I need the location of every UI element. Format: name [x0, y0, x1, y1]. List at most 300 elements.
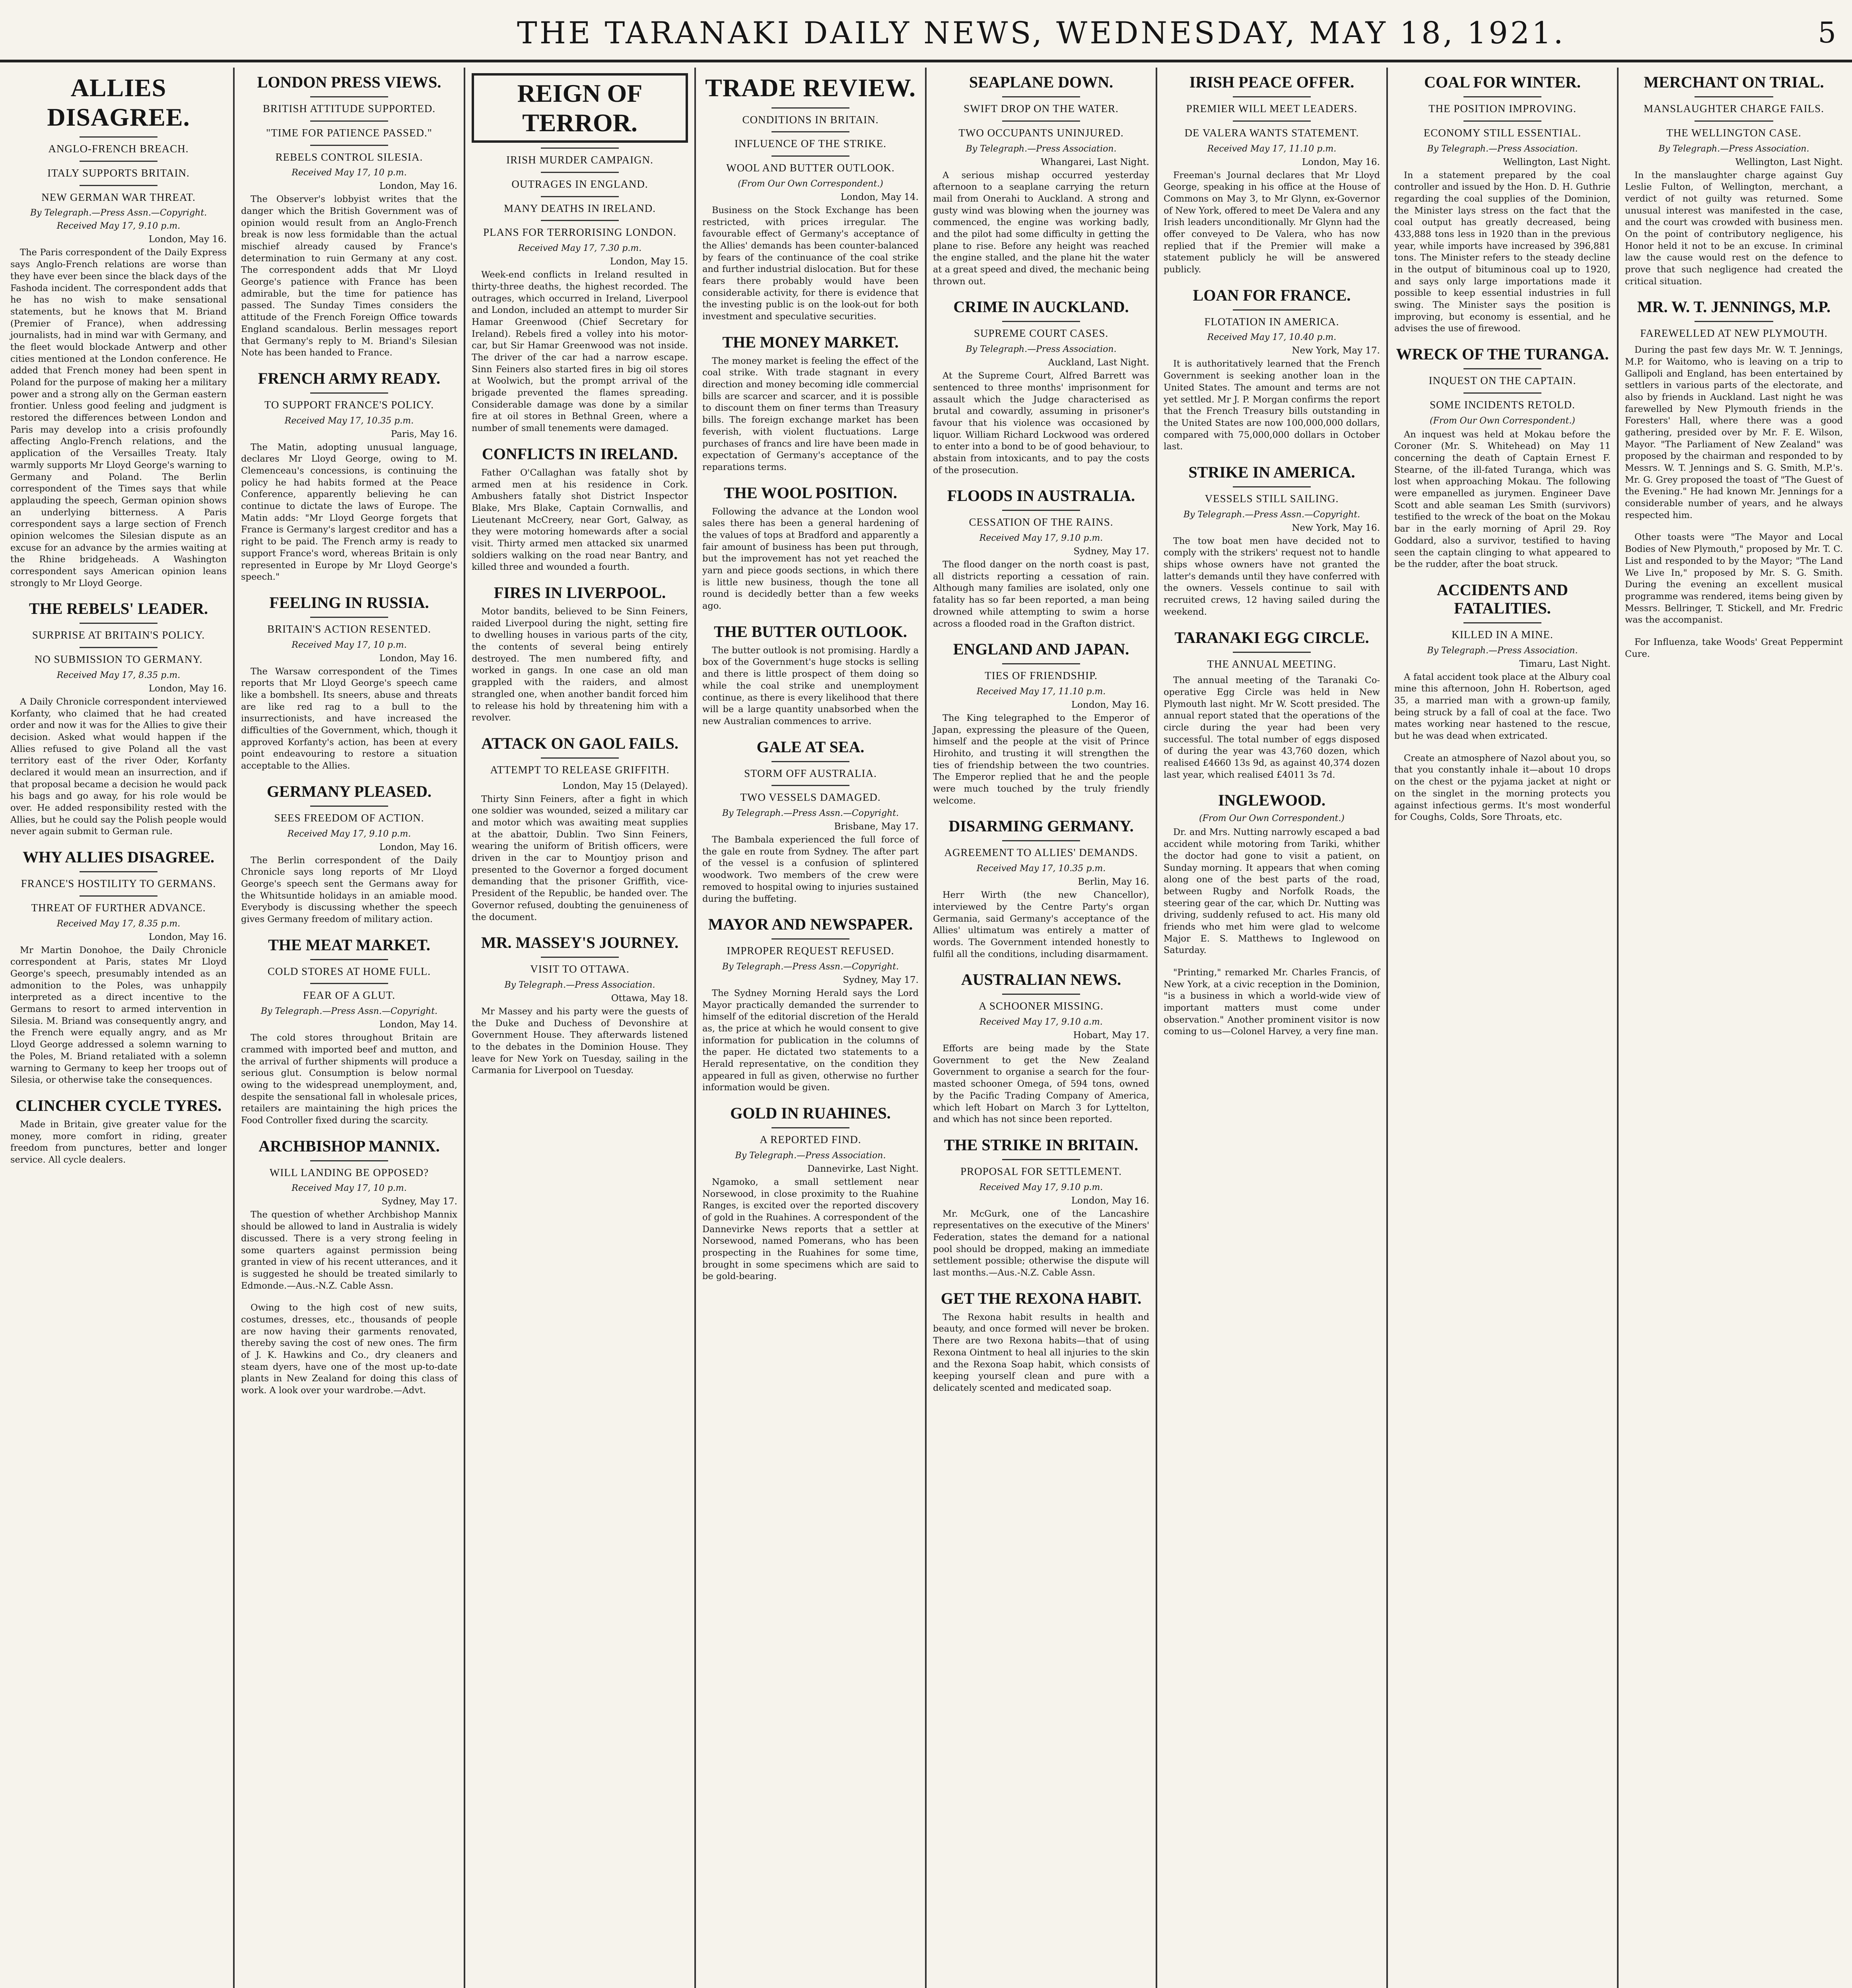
- article-dateline: New York, May 17.: [1292, 346, 1380, 356]
- article-dateline: Sydney, May 17.: [1073, 546, 1149, 557]
- article-dateline: London, May 16.: [379, 653, 457, 664]
- article-headline: LONDON PRESS VIEWS.: [257, 73, 441, 91]
- article-body: The Berlin correspondent of the Daily Chronicle says long reports of Mr Lloyd George's speech sent the Germans away for the Whitsuntide holidays in an amiable mood. Everybody is discussing whether the speech gives Germany freedom of military action.: [241, 855, 457, 924]
- article-subhead: PROPOSAL FOR SETTLEMENT.: [960, 1165, 1122, 1177]
- article-received: By Telegraph.—Press Association.: [966, 344, 1117, 355]
- article-headline: LOAN FOR FRANCE.: [1193, 286, 1351, 304]
- article-subhead: NO SUBMISSION TO GERMANY.: [34, 653, 203, 666]
- article: [702, 915, 919, 1094]
- article-headline: THE MONEY MARKET.: [722, 333, 899, 351]
- article-headline: AUSTRALIAN NEWS.: [961, 971, 1121, 989]
- column-8: [1619, 68, 1849, 1988]
- article-subhead: SUPREME COURT CASES.: [974, 327, 1109, 340]
- article-body: The Bambala experienced the full force of the gale en route from Sydney. The after part of the vessel is a confusion of splintered woodwork. Two members of the crew were removed to hospital owing to injuries sustained during the buffeting.: [702, 835, 919, 904]
- article-body: At the Supreme Court, Alfred Barrett was sentenced to three months' imprisonment for assault which the Judge characterised as brutal and cowardly, assuming in prisoner's favour that his violence was occasioned by liquor. William Richard Lockwood was ordered to enter into a bond to be of good behaviour, to abstain from intoxicants, and to pay the costs of the prosecution.: [933, 371, 1149, 476]
- article-subhead: DE VALERA WANTS STATEMENT.: [1184, 126, 1359, 139]
- article-subhead: ECONOMY STILL ESSENTIAL.: [1423, 126, 1582, 139]
- article-headline: MR. MASSEY'S JOURNEY.: [481, 934, 679, 952]
- divider-rule: [1002, 96, 1080, 97]
- article: [1164, 629, 1380, 781]
- article-body: Create an atmosphere of Nazol about you, so that you constantly inhale it—about 10 drops on the chest or the pyjama jacket at night or on the singlet in the morning protects you against infectious germs. It's most wonderful for Coughs, Colds, Sore Throats, etc.: [1394, 753, 1611, 823]
- article-headline: SEAPLANE DOWN.: [969, 73, 1114, 91]
- article-headline: FIRES IN LIVERPOOL.: [494, 584, 666, 602]
- article-body: It is authoritatively learned that the French Government is seeking another loan in the United States. The amount and terms are not yet settled. Mr J. P. Morgan confirms the report that the French Treasury bills outstanding in the United States are now 100,000,000 dollars, compared with 75,000,000 dollars in October last.: [1164, 359, 1380, 452]
- article-headline: GOLD IN RUAHINES.: [730, 1104, 891, 1122]
- divider-rule: [1002, 663, 1080, 664]
- article-subhead: BRITISH ATTITUDE SUPPORTED.: [262, 103, 436, 115]
- divider-rule: [1463, 368, 1541, 369]
- article-dateline: Brisbane, May 17.: [834, 821, 919, 832]
- article-body: Owing to the high cost of new suits, costumes, dresses, etc., thousands of people are now having their garments renovated, thereby saving the cost of new ones. The firm of J. K. Hawkins and Co., dry cleaners and steam dyers, have one of the most up-to-date plants in New Zealand for doing this class of work. A look over your wardrobe.—Advt.: [241, 1303, 457, 1396]
- article-received: Received May 17, 10 p.m.: [292, 640, 407, 650]
- article-dateline: London, May 16.: [379, 181, 457, 192]
- article-dateline: London, May 16.: [1071, 1195, 1149, 1206]
- article-received: Received May 17, 8.35 p.m.: [56, 918, 181, 929]
- article-body: Motor bandits, believed to be Sinn Feiners, raided Liverpool during the night, setting fire to dwelling houses in various parts of the city, the contents of several being entirely destroyed. The men numbered fifty, and worked in gangs. In one case an old man grappled with the raiders, and almost strangled one, when another bandit forced him to release his hold by threatening him with a revolver.: [472, 606, 688, 723]
- article-dateline: New York, May 16.: [1292, 522, 1380, 533]
- article-headline: THE WOOL POSITION.: [723, 483, 898, 502]
- article: [241, 936, 457, 1127]
- divider-rule: [310, 392, 388, 394]
- article-subhead: A SCHOONER MISSING.: [979, 1000, 1104, 1012]
- article-subhead: SURPRISE AT BRITAIN'S POLICY.: [32, 629, 205, 641]
- divider-rule: [772, 131, 849, 132]
- divider-rule: [310, 1160, 388, 1161]
- article-subhead: FAREWELLED AT NEW PLYMOUTH.: [1640, 327, 1828, 340]
- article: [10, 600, 227, 838]
- article: [702, 1104, 919, 1283]
- article-headline: MR. W. T. JENNINGS, M.P.: [1637, 298, 1831, 316]
- article-body: For Influenza, take Woods' Great Peppermint Cure.: [1625, 637, 1843, 659]
- article-received: Received May 17, 10 p.m.: [292, 1183, 407, 1194]
- article-dateline: Berlin, May 16.: [1078, 877, 1149, 887]
- article-received: Received May 17, 10.35 p.m.: [284, 415, 414, 426]
- article-subhead: FLOTATION IN AMERICA.: [1204, 315, 1339, 328]
- article-received: By Telegraph.—Press Association.: [1427, 144, 1578, 154]
- article-subhead: NEW GERMAN WAR THREAT.: [41, 191, 196, 203]
- divider-rule: [772, 155, 849, 157]
- column-6: [1157, 68, 1388, 1988]
- divider-rule: [772, 761, 849, 762]
- article-received: (From Our Own Correspondent.): [1430, 415, 1575, 426]
- article-headline: FEELING IN RUSSIA.: [269, 593, 429, 612]
- article-dateline: Sydney, May 17.: [843, 975, 919, 985]
- article-body: Herr Wirth (the new Chancellor), interviewed by the Centre Party's organ Germania, said Germany's acceptance of the Allies' ultimatum was entirely a matter of words. The Government intended honestly to fulfil all the conditions, including disarmament.: [933, 890, 1149, 959]
- article-subhead: THE WELLINGTON CASE.: [1666, 126, 1801, 139]
- article: [472, 734, 688, 923]
- article-body: The butter outlook is not promising. Hardly a box of the Government's huge stocks is selling and there is little prospect of them doing so while the coal strike and unemployment continue, as there is every likelihood that there will be a large quantity unabsorbed when the new Australian commences to arrive.: [702, 645, 919, 726]
- article: [1625, 637, 1843, 660]
- divider-rule: [80, 647, 157, 648]
- article: [933, 817, 1149, 960]
- article-body: Freeman's Journal declares that Mr Lloyd George, speaking in his office at the House of Commons on May 3, to Mr Glynn, ex-Governor of New York, offered to meet De Valera and any Irish leaders unconditionally. Mr Glynn had the offer conveyed to De Valera, who has now replied that if the Premier will make a statement publicly he will be answered publicly.: [1164, 170, 1380, 275]
- article-received: Received May 17, 10.35 p.m.: [976, 864, 1106, 874]
- article-received: By Telegraph.—Press Assn.—Copyright.: [722, 961, 899, 972]
- article: [1164, 791, 1380, 957]
- article: [1164, 967, 1380, 1038]
- article-headline: FRENCH ARMY READY.: [258, 369, 441, 387]
- article-dateline: London, May 14.: [379, 1019, 457, 1030]
- article-body: The King telegraphed to the Emperor of Japan, expressing the pleasure of the Queen, himself and the people at the visit of Prince Hirohito, and trusting it will strengthen the ties of friendship between the two countries. The Emperor replied that he and the people were much touched by the truly friendly welcome.: [933, 712, 1149, 806]
- article-dateline: Paris, May 16.: [391, 429, 457, 439]
- article: [1394, 753, 1611, 823]
- article-dateline: London, May 16.: [148, 234, 227, 245]
- masthead: [0, 0, 1852, 62]
- article-dateline: London, May 16.: [1302, 157, 1380, 167]
- divider-rule: [1463, 392, 1541, 394]
- divider-rule: [541, 172, 619, 173]
- article-dateline: Auckland, Last Night.: [1048, 357, 1149, 368]
- article-headline: STRIKE IN AMERICA.: [1188, 463, 1355, 481]
- article-subhead: VISIT TO OTTAWA.: [530, 963, 630, 975]
- article: [933, 1289, 1149, 1394]
- article-body: The flood danger on the north coast is past, all districts reporting a cessation of rain. Although many families are isolated, only one fatality has so far been reported, a man being drowned while attempting to swim a horse across a flooded road in the Grafton district.: [933, 559, 1149, 629]
- article: [933, 73, 1149, 287]
- article-headline: GET THE REXONA HABIT.: [941, 1289, 1142, 1307]
- article-subhead: IMPROPER REQUEST REFUSED.: [727, 945, 894, 957]
- article-subhead: ATTEMPT TO RELEASE GRIFFITH.: [490, 763, 670, 776]
- article-received: Received May 17, 10 p.m.: [292, 168, 407, 178]
- divider-rule: [1002, 321, 1080, 322]
- article: [472, 445, 688, 573]
- divider-rule: [1233, 652, 1311, 653]
- article-body: In the manslaughter charge against Guy Leslie Fulton, of Wellington, merchant, a verdict of not guilty was returned. Some unusual interest was manifested in the case, and the court was crowded with business men. On the point of contributory negligence, his Honor held it not to be an excuse. In criminal law the cause would rest on the defence to prove that such negligence had created the critical situation.: [1625, 170, 1843, 287]
- article-body: A serious mishap occurred yesterday afternoon to a seaplane carrying the return mail from Onerahi to Auckland. A strong and gusty wind was blowing when the journey was commenced, the engine was working badly, and the pilot had some difficulty in getting the plane to rise. Before any height was reached the engine stalled, and the plane hit the water at a great speed and dived, the mechanic being thrown out.: [933, 170, 1149, 287]
- article-subhead: SWIFT DROP ON THE WATER.: [964, 103, 1119, 115]
- divider-rule: [1002, 1159, 1080, 1160]
- article-body: The Sydney Morning Herald says the Lord Mayor practically demanded the surrender to himself of the editorial discretion of the Herald as, the price at which he would consent to give information for publication in the columns of the paper. He dictated two statements to a Herald representative, on the condition they appeared in full as given, otherwise no further information would be given.: [702, 988, 919, 1093]
- divider-rule: [772, 785, 849, 786]
- article-received: (From Our Own Correspondent.): [738, 179, 883, 189]
- article-headline: THE MEAT MARKET.: [268, 936, 430, 954]
- divider-rule: [1002, 120, 1080, 122]
- article-received: By Telegraph.—Press Association.: [735, 1150, 886, 1161]
- article: [241, 594, 457, 772]
- article-body: The tow boat men have decided not to comply with the strikers' request not to handle ships whose owners have not granted the latter's demands until they have conferred with the owners. Vessels continue to sail with recruited crews, 12 having sailed during the weekend.: [1164, 536, 1380, 617]
- article-headline: THE BUTTER OUTLOOK.: [714, 622, 907, 641]
- article-received: Received May 17, 9.10 p.m.: [56, 221, 181, 231]
- article: [1164, 286, 1380, 453]
- column-3: [465, 68, 696, 1988]
- article: [1625, 532, 1843, 626]
- divider-rule: [772, 1127, 849, 1128]
- article-byline: By Telegraph.—Press Assn.—Copyright.: [30, 208, 207, 218]
- article-body: The Observer's lobbyist writes that the danger which the British Government was of opinion would result from an Anglo-French break is now less formidable than the actual mischief already caused by France's determination to ruin Germany at any cost. The correspondent adds that Mr Lloyd George's patience with France has been admirable, but the time for patience has passed. The Sunday Times considers the attitude of the French Foreign Office towards England scandalous. Berlin messages report that Germany's reply to M. Briand's Silesian Note has been handed to France.: [241, 194, 457, 358]
- article-subhead: VESSELS STILL SAILING.: [1205, 492, 1339, 505]
- article-headline: TRADE REVIEW.: [705, 74, 916, 102]
- article-dateline: Wellington, Last Night.: [1503, 157, 1611, 167]
- article-headline: GALE AT SEA.: [756, 738, 865, 756]
- article-received: By Telegraph.—Press Association.: [1427, 645, 1578, 656]
- article-body: Mr. McGurk, one of the Lancashire representatives on the executive of the Miners' Federation, states the demand for a national pool should be dropped, making an immediate settlement possible; otherwise the dispute will last months.—Aus.-N.Z. Cable Assn.: [933, 1208, 1149, 1278]
- article-subhead: COLD STORES AT HOME FULL.: [267, 965, 431, 977]
- divider-rule: [310, 983, 388, 984]
- article: [1394, 345, 1611, 571]
- article-headline: WRECK OF THE TURANGA.: [1396, 345, 1609, 363]
- article-received: By Telegraph.—Press Assn.—Copyright.: [260, 1006, 438, 1017]
- article-headline: THE REBELS' LEADER.: [29, 600, 208, 618]
- article: [10, 848, 227, 1086]
- article: [702, 484, 919, 612]
- article-body: The Matin, adopting unusual language, declares Mr Lloyd George, owing to M. Clemenceau's concessions, is continuing the policy he had habits formed at the Peace Conference, apparently believing he can continue to dictate the laws of Europe. The Matin adds: "Mr Lloyd George forgets that France is Germany's largest creditor and has a right to be paid. The French army is ready to support France's word, whereas Britain is only represented in Europe by Mr Lloyd George's speech.": [241, 442, 457, 582]
- article-subhead: CONDITIONS IN BRITAIN.: [742, 113, 879, 126]
- divider-rule: [310, 145, 388, 146]
- article: [933, 298, 1149, 476]
- article-headline: THE STRIKE IN BRITAIN.: [944, 1136, 1139, 1154]
- article-body: Thirty Sinn Feiners, after a fight in which one soldier was wounded, seized a military car and motor which was awaiting meat supplies at the abattoir, Dublin. Two Sinn Feiners, wearing the uniform of British officers, were driven in the car to Mountjoy prison and presented to the Governor a forged document demanding that the prisoner Griffith, vice-President of the Republic, be handed over. The Governor refused, doubting the genuineness of the document.: [472, 794, 688, 922]
- article-subhead: FEAR OF A GLUT.: [303, 989, 396, 1002]
- article-body: The cold stores throughout Britain are crammed with imported beef and mutton, and the arrival of further shipments will produce a serious glut. Consumption is below normal owing to the widespread unemployment, and, despite the sensational fall in wholesale prices, retailers are maintaining the high prices the Food Controller fixed during the scarcity.: [241, 1033, 457, 1126]
- article-body: Mr Martin Donohoe, the Daily Chronicle correspondent at Paris, states Mr Lloyd George's speech, presumably intended as an admonition to the Poles, was unhappily interpreted as a direct incentive to the Germans to resort to armed intervention in Silesia. M. Briand was consequently angry, and the French were equally angry, and as Mr Lloyd George addressed a solemn warning to the Poles, M. Briand retaliated with a solemn warning to Germany to keep her troops out of Silesia, or otherwise take the consequences.: [10, 945, 227, 1085]
- article-headline: ARCHBISHOP MANNIX.: [258, 1137, 440, 1155]
- article: [933, 487, 1149, 630]
- article-subhead: A REPORTED FIND.: [760, 1134, 861, 1146]
- article: [702, 738, 919, 905]
- article: [702, 73, 919, 323]
- columns-container: [4, 68, 1849, 1988]
- divider-rule: [310, 617, 388, 618]
- article-headline: INGLEWOOD.: [1218, 791, 1326, 810]
- article: [1394, 73, 1611, 335]
- article: [1625, 298, 1843, 521]
- article-dateline: Wellington, Last Night.: [1735, 157, 1843, 167]
- article-subhead: WOOL AND BUTTER OUTLOOK.: [726, 162, 895, 174]
- article-received: By Telegraph.—Press Association.: [966, 144, 1117, 154]
- article-headline: GERMANY PLEASED.: [266, 782, 432, 800]
- article-subhead: TIES OF FRIENDSHIP.: [985, 670, 1098, 682]
- article-body: Dr. and Mrs. Nutting narrowly escaped a bad accident while motoring from Tariki, whither the doctor had gone to visit a patient, on Sunday morning. It appears that when coming along one of the best parts of the road, between Rugby and Norfolk Roads, the steering gear of the car, which Dr. Nutting was driving, suddenly refused to act. His many old friends who met him were glad to welcome Major E. S. Matthews to Inglewood on Saturday.: [1164, 827, 1380, 956]
- article-subhead: THE ANNUAL MEETING.: [1207, 658, 1337, 670]
- divider-rule: [310, 806, 388, 807]
- article: [1164, 73, 1380, 276]
- article-dateline: London, May 16.: [1071, 699, 1149, 710]
- article-headline: TARANAKI EGG CIRCLE.: [1174, 628, 1369, 646]
- article-dateline: London, May 16.: [379, 842, 457, 852]
- article: [933, 1136, 1149, 1279]
- article: [702, 333, 919, 474]
- article-subhead: TO SUPPORT FRANCE'S POLICY.: [264, 398, 434, 411]
- article: [472, 934, 688, 1077]
- divider-rule: [80, 895, 157, 897]
- article-dateline: Dannevirke, Last Night.: [807, 1163, 919, 1174]
- article-body: In a statement prepared by the coal controller and issued by the Hon. D. H. Guthrie regarding the coal supplies of the Dominion, the Minister lays stress on the fact that the coal output has greatly decreased, being 433,888 tons less in 1920 than in the previous year, while imports have increased by 396,881 tons. The Minister refers to the steady decline in the output of bituminous coal up to 1920, and says only large importations made it possible to keep essential industries in full swing. The Minister says the position is improving, but economy is essential, and he advises the use of firewood.: [1394, 170, 1611, 334]
- article-subhead: MANY DEATHS IN IRELAND.: [504, 202, 656, 214]
- divider-rule: [1002, 510, 1080, 511]
- article-subhead: MANSLAUGHTER CHARGE FAILS.: [1644, 103, 1824, 115]
- divider-rule: [80, 185, 157, 186]
- article: [472, 584, 688, 724]
- article-subhead: PLANS FOR TERRORISING LONDON.: [483, 226, 677, 239]
- article-headline: WHY ALLIES DISAGREE.: [23, 848, 214, 866]
- article-body: Mr Massey and his party were the guests of the Duke and Duchess of Devonshire at Government House. They afterwards listened to the debates in the Dominion House. They leave for New York on Tuesday, sailing in the Carmania for Liverpool on Tuesday.: [472, 1006, 688, 1076]
- divider-rule: [772, 107, 849, 109]
- divider-rule: [541, 220, 619, 221]
- article-subhead: KILLED IN A MINE.: [1452, 628, 1553, 641]
- article-headline: ATTACK ON GAOL FAILS.: [481, 734, 678, 752]
- divider-rule: [310, 120, 388, 122]
- article: [1394, 581, 1611, 742]
- divider-rule: [80, 871, 157, 872]
- divider-rule: [541, 957, 619, 958]
- article-headline: MAYOR AND NEWSPAPER.: [708, 915, 913, 934]
- article-subhead: THREAT OF FURTHER ADVANCE.: [31, 901, 206, 914]
- divider-rule: [1002, 994, 1080, 995]
- divider-rule: [1233, 309, 1311, 311]
- divider-rule: [1233, 96, 1311, 97]
- article-body: Father O'Callaghan was fatally shot by armed men at his residence in Cork. Ambushers fatally shot District Inspector Blake, Mrs Blake, Captain Cornwallis, and Lieutenant McCreery, near Gort, Galway, as they were motoring homewards after a social visit. Thirty armed men attacked six unarmed soldiers walking on the road near Bantry, and killed three and wounded a fourth.: [472, 467, 688, 573]
- article-headline: IRISH PEACE OFFER.: [1189, 73, 1355, 91]
- article-body: Other toasts were "The Mayor and Local Bodies of New Plymouth," proposed by Mr. T. C. List and responded to by the Mayor; "The Land We Live In," proposed by Mr. S. G. Smith. During the evening an excellent musical programme was rendered, items being given by Messrs. Bellringer, T. Stickell, and Mr. Fredric was the accompanist.: [1625, 532, 1843, 625]
- divider-rule: [310, 959, 388, 960]
- article-received: Received May 17, 11.10 p.m.: [1207, 144, 1337, 154]
- article-subhead: OUTRAGES IN ENGLAND.: [511, 178, 648, 190]
- divider-rule: [1463, 120, 1541, 122]
- article-dateline: London, May 14.: [840, 192, 919, 202]
- article-subhead: CESSATION OF THE RAINS.: [969, 516, 1114, 528]
- article-subhead: SOME INCIDENTS RETOLD.: [1430, 398, 1575, 411]
- article-body: The annual meeting of the Taranaki Co-operative Egg Circle was held in New Plymouth last night. Mr W. Scott presided. The annual report stated that the operations of the circle during the year had been very successful. The total number of eggs disposed of during the year was 43,760 dozen, which realised £4660 13s 9d, as against 40,374 dozen last year, which realised £4011 3s 7d.: [1164, 675, 1380, 780]
- article-received: Received May 17, 8.35 p.m.: [56, 670, 181, 680]
- article-subhead: ANGLO-FRENCH BREACH.: [48, 143, 189, 155]
- article-headline: DISARMING GERMANY.: [948, 817, 1134, 835]
- article-dateline: London, May 15.: [610, 256, 688, 267]
- article: [1164, 463, 1380, 618]
- article-body: Business on the Stock Exchange has been restricted, with prices irregular. The favourable effect of Germany's acceptance of the Allies' demands has been counter-balanced by fears of the continuance of the coal strike and further industrial dislocation. But for these fears there probably would have been considerable activity, for there is evidence that the investing public is on the look-out for both investment and speculative securities.: [702, 205, 919, 322]
- article-body: The Warsaw correspondent of the Times reports that Mr Lloyd George's speech came like a bombshell. Its sneers, abuse and threats are like red rag to a bull to the insurrectionists, and have increased the difficulties of the Government, which, though it approved Korfanty's action, has been at every point endeavouring to restore a situation acceptable to the Allies.: [241, 666, 457, 771]
- article: [241, 369, 457, 583]
- article-subhead: THE POSITION IMPROVING.: [1428, 103, 1576, 115]
- article-headline: MERCHANT ON TRIAL.: [1644, 73, 1824, 91]
- article-body: "Printing," remarked Mr. Charles Francis, of New York, at a civic reception in the Dominion, "is a business in which a world-wide view of important matters must come under observation." Another prominent visitor is now coming to us—Colonel Harvey, a very fine man.: [1164, 967, 1380, 1037]
- article-received: Received May 17, 7.30 p.m.: [518, 243, 642, 254]
- column-1: [4, 68, 235, 1988]
- article-body: A fatal accident took place at the Albury coal mine this afternoon, John H. Robertson, aged 35, a married man with a grown-up family, being struck by a fall of coal at the face. Two mates working near hastened to the rescue, but he was dead when extricated.: [1394, 672, 1611, 742]
- article-subhead: "TIME FOR PATIENCE PASSED.": [266, 126, 432, 139]
- article-subhead: AGREEMENT TO ALLIES' DEMANDS.: [944, 846, 1138, 859]
- article-dateline: London, May 16.: [148, 932, 227, 942]
- article: [241, 782, 457, 926]
- article-headline: FLOODS IN AUSTRALIA.: [947, 487, 1135, 505]
- article-dateline: Ottawa, May 18.: [611, 993, 688, 1004]
- article-body: Made in Britain, give greater value for the money, more comfort in riding, greater freedom from punctures, better and longer service. All cycle dealers.: [10, 1119, 227, 1165]
- article: [933, 971, 1149, 1126]
- divider-rule: [541, 148, 619, 149]
- article-headline: ACCIDENTS AND FATALITIES.: [1436, 580, 1568, 617]
- divider-rule: [1233, 120, 1311, 122]
- divider-rule: [1695, 96, 1773, 97]
- article-body: An inquest was held at Mokau before the Coroner (Mr. S. Whitehead) on May 11 concerning the death of Captain Ernest F. Stearne, of the ill-fated Turanga, which was lost when approaching Mokau. The following were empanelled as jurymen. Engineer Dave Scott and able seaman Les Smith (survivors) testified to the wreck of the boat on the Mokau bar in the early morning of April 29. Roy Goddard, also a survivor, testified to having seen the captain clinging to what appeared to be the rudder, after the boat struck.: [1394, 429, 1611, 570]
- article-headline: ENGLAND AND JAPAN.: [953, 640, 1129, 658]
- article-body: The question of whether Archbishop Mannix should be allowed to land in Australia is widely discussed. There is a very strong feeling in some quarters against permission being granted in view of his recent utterances, and it is suggested he should be treated similarly to Edmonde.—Aus.-N.Z. Cable Assn.: [241, 1209, 457, 1291]
- article-body: A Daily Chronicle correspondent interviewed Korfanty, who claimed that he had created order and now it was for the Allies to give their decision. Asked what would happen if the Allies refused to give Poland all the vast territory east of the river Oder, Korfanty declared it would mean an insurrection, and if that proposal became a decision he would pack his bags and go away, for his role would be over. He added responsibility rested with the Allies, but he could say the Polish people would never again submit to German rule.: [10, 696, 227, 837]
- column-5: [927, 68, 1157, 1988]
- article-subhead: STORM OFF AUSTRALIA.: [744, 767, 877, 779]
- article-received: Received May 17, 9.10 p.m.: [979, 533, 1103, 544]
- article-body: Efforts are being made by the State Government to get the New Zealand Government to organise a search for the four-masted schooner Omega, of 594 tons, owned by the Pacific Trading Company of America, which left Hobart on March 3 for Lyttelton, and which has not since been reported.: [933, 1043, 1149, 1125]
- article-subhead: REBELS CONTROL SILESIA.: [275, 151, 423, 163]
- article-subhead: IRISH MURDER CAMPAIGN.: [506, 154, 653, 166]
- article-received: Received May 17, 9.10 p.m.: [287, 829, 411, 839]
- article-subhead: TWO OCCUPANTS UNINJURED.: [958, 126, 1124, 139]
- article: [241, 1137, 457, 1292]
- article-body: The Paris correspondent of the Daily Express says Anglo-French relations are worse than they have ever been since the black days of the Fashoda incident. The correspondent adds that he has no wish to make sensational statements, but he knows that M. Briand (Premier of France), when addressing journalists, had in mind war with Germany, and the fleet would blockade Antwerp and other cities mentioned at the London conference. He added that French money had been spent in Poland for the purpose of making her a military power and a strong ally on the German eastern frontier. Unless good feeling and judgment is restored the differences between London and Paris may develop into a crisis profoundly affecting Anglo-French relations, and the application of the Versailles Treaty. Italy warmly supports Mr Lloyd George's warning to Germany and Poland. The Berlin correspondent of the Times says that while applauding the speech, German opinion shows an underlying bitterness. A Paris correspondent says a large section of French opinion welcomes the Silesian dispute as an excuse for an advance by the armies waiting at the Rhine bridgeheads. A Washington correspondent says American opinion leans strongly to Mr Lloyd George.: [10, 247, 227, 588]
- divider-rule: [541, 757, 619, 759]
- page-number: 5: [1818, 16, 1836, 49]
- article: [472, 73, 688, 435]
- article-dateline: Sydney, May 17.: [381, 1196, 457, 1207]
- article: [1625, 73, 1843, 287]
- divider-rule: [1695, 120, 1773, 122]
- article-received: By Telegraph.—Press Association.: [504, 980, 655, 990]
- article-dateline: Timaru, Last Night.: [1519, 658, 1611, 669]
- divider-rule: [1695, 321, 1773, 322]
- article-body: During the past few days Mr. W. T. Jennings, M.P. for Waitomo, who is leaving on a trip to Gallipoli and England, has been entertained by settlers in various parts of the electorate, and also by friends in Auckland. Last night he was farewelled by New Plymouth friends in the Foresters' Hall, where there was a good gathering, presided over by Mr. F. E. Wilson, Mayor. "The Parliament of New Zealand" was proposed by the chairman and responded to by Messrs. W. T. Jennings and S. G. Smith, M.P.'s. Mr. G. Grey proposed the toast of "The Guest of the Evening." He had known Mr. Jennings for a considerable number of years, and he always respected him.: [1625, 345, 1843, 520]
- article: [241, 1302, 457, 1397]
- article-subhead: SEES FREEDOM OF ACTION.: [274, 812, 424, 824]
- article-headline: CONFLICTS IN IRELAND.: [482, 445, 678, 463]
- masthead-title: THE TARANAKI DAILY NEWS, WEDNESDAY, MAY 18, 1921.: [517, 15, 1566, 50]
- article-subhead: INQUEST ON THE CAPTAIN.: [1428, 375, 1576, 387]
- article-dateline: Whangarei, Last Night.: [1041, 157, 1149, 167]
- divider-rule: [1002, 840, 1080, 841]
- divider-rule: [80, 136, 157, 138]
- divider-rule: [1463, 96, 1541, 97]
- article-subhead: WILL LANDING BE OPPOSED?: [269, 1166, 429, 1178]
- article: [241, 73, 457, 359]
- article-received: Received May 17, 9.10 p.m.: [979, 1182, 1103, 1192]
- article-received: Received May 17, 9.10 a.m.: [979, 1017, 1103, 1027]
- article: [10, 73, 227, 589]
- article-dateline: London, May 15 (Delayed).: [562, 780, 688, 791]
- article-headline: ALLIES DISAGREE.: [47, 74, 190, 131]
- article-received: Received May 17, 11.10 p.m.: [976, 686, 1106, 697]
- divider-rule: [1233, 486, 1311, 487]
- article: [10, 1097, 227, 1166]
- article-headline: CRIME IN AUCKLAND.: [953, 298, 1129, 316]
- article-subhead: PREMIER WILL MEET LEADERS.: [1186, 103, 1358, 115]
- article: [702, 623, 919, 728]
- article-body: Following the advance at the London wool sales there has been a general hardening of the values of tops at Bradford and apparently a fair amount of business has been put through, but the improvement has not yet reached the yarn and piece goods sections, in which there is little new business, though the tone all round is decidedly better than a few weeks ago.: [702, 506, 919, 612]
- article-body: Ngamoko, a small settlement near Norsewood, in close proximity to the Ruahine Ranges, is excited over the reported discovery of gold in the Ruahines. A correspondent of the Dannevirke News reports that a settler at Norsewood, named Pomerans, who has been prospecting in the Ruahines for some time, brought in some specimens which are said to be gold-bearing.: [702, 1176, 919, 1282]
- article-subhead: INFLUENCE OF THE STRIKE.: [734, 138, 886, 150]
- article-headline: REIGN OF TERROR.: [472, 73, 688, 143]
- divider-rule: [310, 96, 388, 97]
- article-body: Week-end conflicts in Ireland resulted in thirty-three deaths, the highest recorded. The outrages, which occurred in Ireland, Liverpool and London, included an attempt to murder Sir Hamar Greenwood (Chief Secretary for Ireland). Rebels fired a volley into his motor-car, but Sir Hamar Greenwood was not inside. The driver of the car had a narrow escape. Sinn Feiners also started fires in big oil stores at Woolwich, but the prompt arrival of the brigade prevented the flames spreading. Considerable damage was done by a similar fire at oil stores in Bethnal Green, where a number of small tenements were damaged.: [472, 270, 688, 434]
- column-4: [696, 68, 927, 1988]
- article-body: The money market is feeling the effect of the coal strike. With trade stagnant in every direction and money becoming idle commercial bills are scarcer and scarcer, and it is possible to discount them on finer terms than Treasury bills. The foreign exchange market has been feverish, with violent fluctuations. Large purchases of francs and lire have been made in expectation of Germany's acceptance of the reparations terms.: [702, 355, 919, 472]
- article-received: By Telegraph.—Press Assn.—Copyright.: [722, 808, 899, 819]
- article-subhead: BRITAIN'S ACTION RESENTED.: [267, 623, 431, 635]
- article-received: (From Our Own Correspondent.): [1199, 813, 1345, 824]
- column-2: [235, 68, 465, 1988]
- article-dateline: Hobart, May 17.: [1073, 1030, 1149, 1041]
- article-headline: CLINCHER CYCLE TYRES.: [15, 1096, 222, 1114]
- article-received: Received May 17, 10.40 p.m.: [1207, 332, 1337, 343]
- divider-rule: [80, 623, 157, 624]
- article: [933, 640, 1149, 807]
- article-body: The Rexona habit results in health and beauty, and once formed will never be broken. There are two Rexona habits—that of using Rexona Ointment to heal all injuries to the skin and the Rexona Soap habit, which consists of keeping yourself clean and pure with a delicately scented and medicated soap.: [933, 1312, 1149, 1393]
- divider-rule: [1463, 622, 1541, 623]
- divider-rule: [80, 161, 157, 162]
- article-headline: COAL FOR WINTER.: [1424, 73, 1581, 91]
- column-7: [1388, 68, 1619, 1988]
- article-dateline: London, May 16.: [148, 683, 227, 694]
- divider-rule: [772, 938, 849, 940]
- article-subhead: ITALY SUPPORTS BRITAIN.: [47, 167, 190, 179]
- divider-rule: [541, 196, 619, 197]
- article-received: By Telegraph.—Press Association.: [1658, 144, 1809, 154]
- article-subhead: TWO VESSELS DAMAGED.: [740, 791, 881, 804]
